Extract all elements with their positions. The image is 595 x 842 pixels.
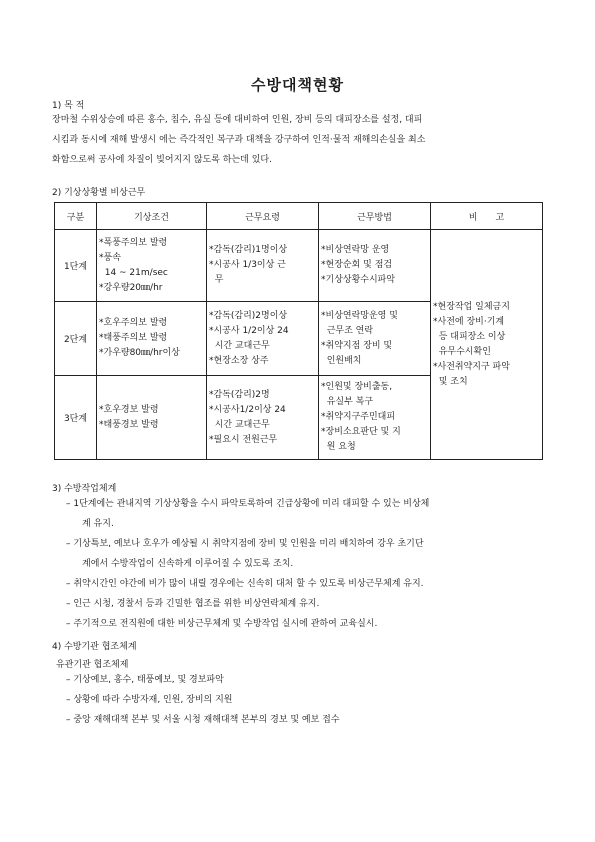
emergency-duty-table — [54, 202, 543, 460]
stage-cell: 1단계 — [55, 230, 97, 302]
remarks-cell — [431, 230, 543, 460]
list-item: – 기상예보, 홍수, 태풍예보, 및 경보파악 — [66, 675, 224, 685]
cell-line: *감독(감리)1명이상 — [209, 245, 288, 255]
cell-line: 무 — [209, 275, 224, 285]
list-item: – 주기적으로 전직원에 대한 비상근무체계 및 수방작업 실시에 관하여 교육실시. — [66, 619, 378, 629]
cell-line: *태풍주의보 발령 — [99, 333, 168, 343]
list-item: – 인근 시청, 경찰서 등과 긴밀한 협조를 위한 비상연락체계 유지. — [66, 599, 320, 609]
list-item-continuation: 계에서 수방작업이 신속하게 이루어질 수 있도록 조치. — [82, 559, 294, 569]
cell-line: *비상연락망 운영 — [321, 245, 390, 255]
section-3-heading: 3) 수방작업체계 — [52, 484, 117, 494]
section-2-heading: 2) 기상상황별 비상근무 — [52, 188, 146, 198]
method-cell — [319, 230, 431, 302]
cell-line: *감독(감리)2명 — [209, 389, 270, 400]
cell-line: *사전취약지구 파악 — [433, 361, 510, 372]
cell-line: 인원배치 — [321, 355, 362, 366]
cell-line: *시공사1/2이상 24 — [209, 404, 286, 415]
cell-line: *강우량20㎜/hr — [99, 282, 163, 293]
section-1-line: 시킴과 동시에 재해 발생시 에는 즉각적인 복구과 대책을 강구하여 인적·물적 재해의손실을 최소 — [52, 135, 426, 145]
cell-line: 등 대피장소 이상 — [433, 331, 506, 342]
cell-line: *가우량80㎜/hr이상 — [99, 348, 180, 358]
cell-line: *장비소요판단 및 지 — [321, 427, 401, 437]
section-4-heading: 4) 수방기관 협조체계 — [52, 642, 137, 652]
stage-cell: 2단계 — [55, 302, 97, 376]
list-item: – 기상특보, 예보나 호우가 예상될 시 취약지점에 장비 및 인원을 미리 배치하여 강우 초기단 — [66, 539, 424, 549]
cell-line: *폭풍주의보 발령 — [99, 237, 168, 248]
duty-cell — [207, 376, 319, 460]
cell-line: *태풍경보 발령 — [99, 419, 159, 430]
cell-line: *시공사 1/2이상 24 — [209, 325, 289, 336]
list-item-continuation: 계 유지. — [82, 519, 114, 529]
condition-cell — [97, 302, 207, 376]
cell-line: *호우주의보 발령 — [99, 318, 168, 328]
cell-line: 근무조 연락 — [321, 325, 374, 336]
cell-line: *필요시 전원근무 — [209, 434, 278, 445]
cell-line: *취약지점 장비 및 — [321, 340, 393, 351]
list-item: – 상황에 따라 수방자재, 인원, 장비의 지원 — [66, 695, 233, 705]
section-1-body — [52, 110, 547, 170]
list-item: – 중앙 재해대책 본부 및 서울 시청 재해대책 본부의 경보 및 예보 접수 — [66, 715, 340, 725]
section-4-subheading: 유관기관 협조체제 — [56, 660, 129, 670]
cell-line: *현장작업 일체금지 — [433, 301, 510, 312]
method-cell — [319, 376, 431, 460]
header-remarks: 비 고 — [431, 203, 543, 230]
duty-cell — [207, 302, 319, 376]
header-stage: 구분 — [55, 203, 97, 230]
condition-cell — [97, 376, 207, 460]
cell-line: 14 ~ 21m/sec — [99, 267, 168, 278]
cell-line: 유실부 복구 — [321, 397, 374, 407]
cell-line: *기상상황수시파악 — [321, 275, 396, 285]
cell-line: *인원및 장비출동, — [321, 382, 393, 392]
cell-line: 유무수시확인 — [433, 346, 491, 357]
section-4-list — [66, 670, 340, 730]
cell-line: *취약지구주민대피 — [321, 412, 396, 422]
method-cell — [319, 302, 431, 376]
cell-line: *감독(감리)2명이상 — [209, 310, 288, 321]
list-item: – 1단계에는 관내지역 기상상황을 수시 파악토록하여 긴급상황에 미리 대피할 수 있는 비상체 — [66, 499, 430, 509]
header-weather-condition: 기상조건 — [97, 203, 207, 230]
table-header-row — [55, 203, 543, 230]
duty-cell — [207, 230, 319, 302]
section-1-line: 화함으로써 공사에 차질이 빚어지지 않도록 하는데 있다. — [52, 155, 272, 165]
table-row — [55, 230, 543, 302]
cell-line: 시간 교대근무 — [209, 419, 270, 430]
section-1-line: 장마철 수위상승에 따른 홍수, 침수, 유실 등에 대비하여 인원, 장비 등의 대피장소를 설정, 대피 — [52, 115, 423, 125]
section-3-list — [66, 494, 429, 634]
cell-line: 시간 교대근무 — [209, 340, 270, 351]
cell-line: *호우경보 발령 — [99, 404, 159, 415]
section-1-heading: 1) 목 적 — [52, 101, 85, 111]
cell-line: 원 요청 — [321, 442, 356, 452]
cell-line: *사전에 장비·기계 — [433, 316, 505, 327]
cell-line: *현장순회 및 점검 — [321, 260, 393, 270]
list-item: – 취약시간인 야간에 비가 많이 내릴 경우에는 신속히 대처 할 수 있도록 비상근무체계 유지. — [66, 579, 424, 589]
cell-line: 및 조치 — [433, 376, 468, 387]
cell-line: *풍속 — [99, 252, 121, 263]
header-duty-rule: 근무요령 — [207, 203, 319, 230]
cell-line: *비상연락망운영 및 — [321, 310, 398, 321]
document-title: 수방대책현황 — [251, 76, 344, 94]
header-duty-method: 근무방법 — [319, 203, 431, 230]
cell-line: *현장소장 상주 — [209, 355, 269, 366]
condition-cell — [97, 230, 207, 302]
cell-line: *시공사 1/3이상 근 — [209, 260, 286, 270]
stage-cell: 3단계 — [55, 376, 97, 460]
